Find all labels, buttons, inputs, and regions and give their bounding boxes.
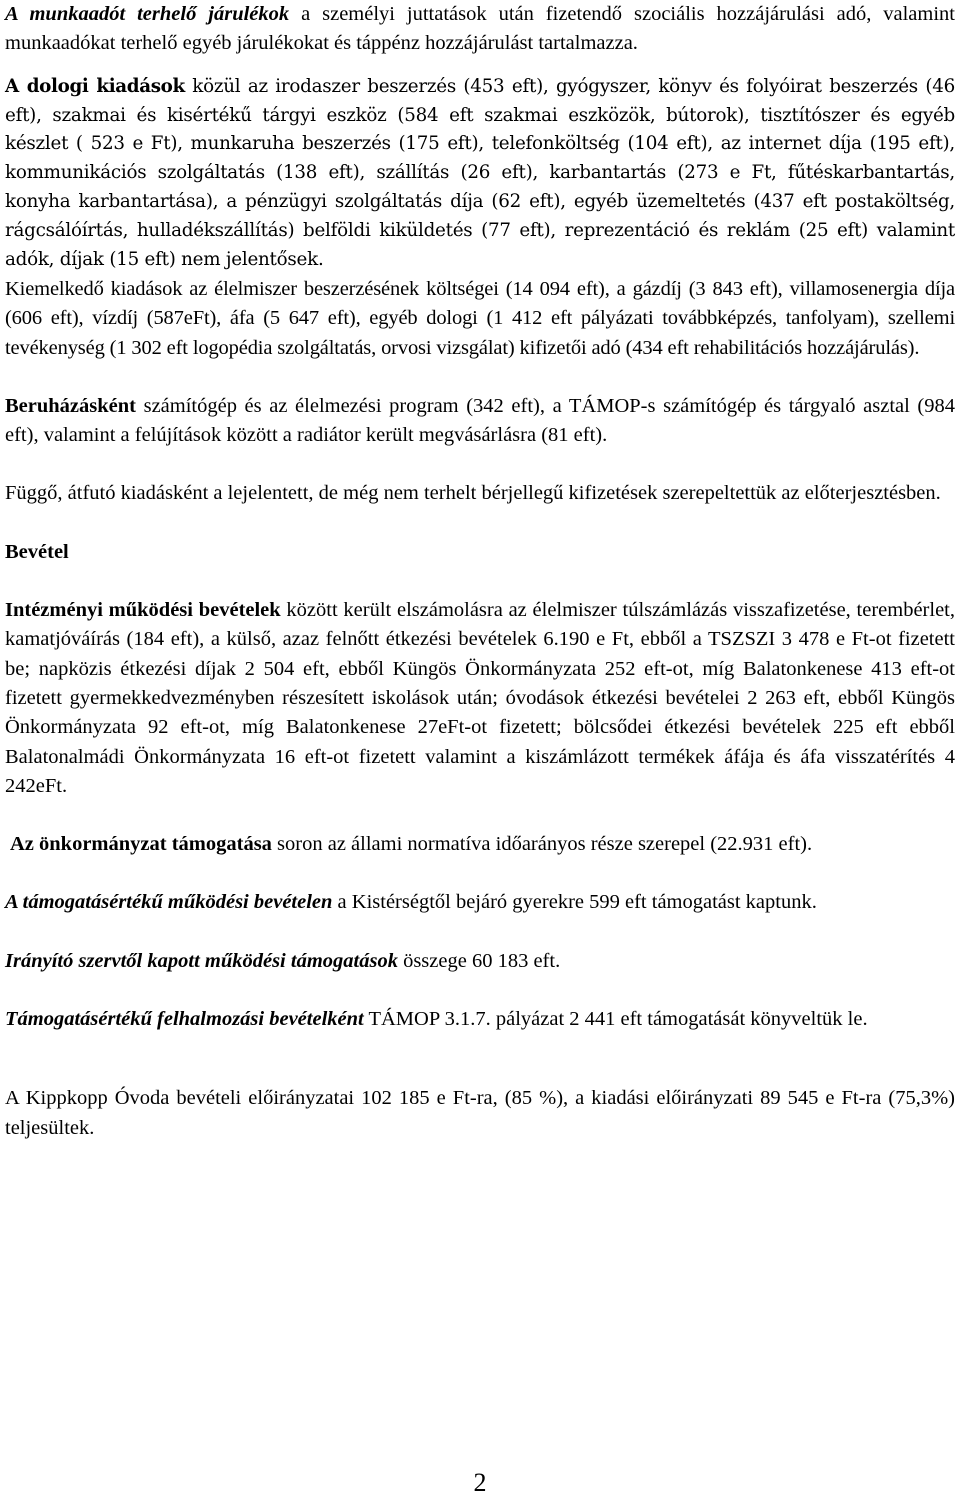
- term-iranyito-szerv: Irányító szervtől kapott működési támogatások: [5, 949, 398, 972]
- page-number: 2: [473, 1468, 487, 1497]
- paragraph-iranyito-szerv: [5, 947, 955, 976]
- section-heading-bevetel: [5, 538, 955, 567]
- paragraph-felhalmozasi-bevetel: [5, 1005, 955, 1034]
- text-munkaado-jarulekok: a személyi juttatások után fizetendő szociális hozzájárulási adó, valamint munkaadókat terhelő egyéb járulékokat és táppénz hozzájárulást tartalmazza.: [5, 3, 955, 55]
- term-onkormanyzat-tamogatas: Az önkormányzat támogatása: [10, 833, 272, 856]
- paragraph-dologi-kiadasok: [5, 73, 955, 275]
- text-onkormanyzat-tamogatas: soron az állami normatíva időarányos része szerepel (22.931 eft).: [271, 833, 813, 856]
- text-iranyito-szerv: összege 60 183 eft.: [397, 949, 561, 972]
- term-felhalmozasi-bevetel: Támogatásértékű felhalmozási bevételként: [5, 1007, 364, 1030]
- text-beruhazas: számítógép és az élelmezési program (342 eft), a TÁMOP-s számítógép és tárgyaló asztal (984 eft), valamint a felújítások között a radiátor került megvásárlásra (81 eft).: [5, 394, 955, 447]
- document-page: [5, 0, 955, 1143]
- term-beruhazas: Beruházásként: [5, 394, 136, 417]
- paragraph-fuggo-kiadasok: Függő, átfutó kiadásként a lejelentett, de még nem terhelt bérjellegű kifizetések szerepeltettük az előterjesztésben.: [5, 482, 941, 505]
- text-felhalmozasi-bevetel: TÁMOP 3.1.7. pályázat 2 441 eft támogatását könyveltük le.: [363, 1007, 868, 1030]
- text-tamogatasertek-mukodesi: a Kistérségtől bejáró gyerekre 599 eft támogatást kaptunk.: [332, 891, 817, 914]
- paragraph-munkaado-jarulekok: [5, 0, 955, 59]
- paragraph-beruhazas: [5, 392, 955, 451]
- text-dologi-kiadasok: közül az irodaszer beszerzés (453 eft), gyógyszer, könyv és folyóirat beszerzés (46 eft), szakmai és kisértékű tárgyi eszköz (584 eft szakmai eszközök, bútorok), tisztítószer és egyéb készlet ( 523 e Ft), munkaruha beszerzés (175 eft), telefonköltség (104 eft), az internet díja (195 eft), kommunikációs szolgáltatás (138 eft), szállítás (26 eft), karbantartás (273 e Ft, fűtéskarbantartás, konyha karbantartása), a pénzügyi szolgáltatás díja (62 eft), egyéb üzemeltetés (437 eft postaköltség, rágcsálóírtás, hulladékszállítás) belföldi kiküldetés (77 eft), reprezentáció és reklám (25 eft) valamint adók, díjak (15 eft) nem jelentősek.: [5, 75, 955, 271]
- paragraph-tamogatasertek-mukodesi: [5, 888, 955, 917]
- paragraph-kiemelkedo-kiadasok: Kiemelkedő kiadások az élelmiszer beszerzésének költségei (14 094 eft), a gázdíj (3 843 eft), villamosenergia díja (606 eft), vízdíj (587eFt), áfa (5 647 eft), egyéb dologi (1 412 eft pályázati továbbképzés, tanfolyam), szellemi tevékenység (1 302 eft logopédia szolgáltatás, orvosi vizsgálat) kifizetői adó (434 eft rehabilitációs hozzájárulás).: [5, 277, 955, 359]
- term-tamogatasertek-mukodesi: A támogatásértékű működési bevételen: [5, 891, 333, 914]
- term-dologi-kiadasok: A dologi kiadások: [5, 75, 185, 97]
- term-intezmenyi-bevetelek: Intézményi működési bevételek: [5, 599, 281, 622]
- term-munkaado-jarulekok: A munkaadót terhelő járulékok: [5, 3, 290, 25]
- paragraph-kippkopp-ovoda: A Kippkopp Óvoda bevételi előirányzatai 102 185 e Ft-ra, (85 %), a kiadási előirányzati 89 545 e Ft-ra (75,3%) teljesültek.: [5, 1087, 955, 1139]
- paragraph-intezmenyi-bevetelek: [5, 596, 955, 801]
- text-intezmenyi-bevetelek: között került elszámolásra az élelmiszer túlszámlázás visszafizetése, terembérlet, kamatjóváírás (184 eft), a külső, azaz felnőtt étkezési bevételek 6.190 e Ft, ebből a TSZSZI 3 478 e Ft-ot fizetett be; napközis étkezési díjak 2 504 eft, ebből Küngös Önkormányzata 252 eft-ot, míg Balatonkenese 413 eft-ot fizetett gyermekkedvezményben részesített iskolások után; óvodások étkezési bevételei 2 263 eft, ebből Küngös Önkormányzata 92 eft-ot, míg Balatonkenese 27eFt-ot fizetett; bölcsődei étkezési bevételek 225 eft ebből Balatonalmádi Önkormányzata 16 eft-ot fizetett valamint a kiszámlázott termékek áfája és áfa visszatérítés 4 242eFt.: [5, 599, 955, 797]
- paragraph-onkormanyzat-tamogatas: [5, 830, 955, 859]
- heading-bevetel-text: Bevétel: [5, 540, 69, 563]
